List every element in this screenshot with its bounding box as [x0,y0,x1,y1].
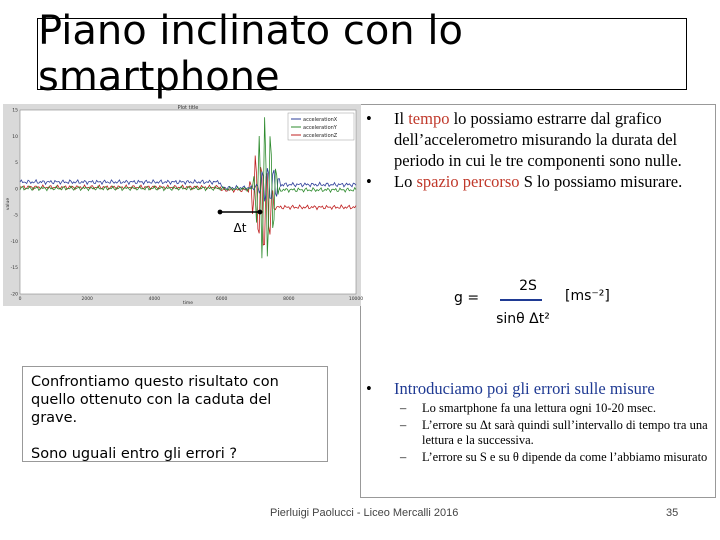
legend-label-y: accelerationY [303,125,337,131]
errors-heading-row [366,378,712,399]
legend-label-z: accelerationZ [303,133,338,139]
bullet-list [366,108,706,192]
y-tick-label: -5 [13,213,18,219]
delta-t-start-dot [218,210,223,215]
plot-ylabel: value [6,197,11,211]
plot-title: Plot title [177,105,199,111]
legend-label-x: accelerationX [303,117,338,123]
error-item-text: L’errore su S e su θ dipende da come l’abbiamo misurato [422,450,708,464]
y-tick-label: -10 [10,239,18,245]
y-tick-label: -15 [10,266,18,272]
accelerometer-plot [3,104,364,306]
y-tick-label: 10 [12,134,18,140]
error-item-text: Lo smartphone fa una lettura ogni 10-20 msec. [422,401,656,415]
bullet-text-part: Lo [394,172,417,191]
x-tick-label: 8000 [283,297,295,302]
y-tick-label: -20 [10,292,18,298]
plot-svg [3,104,364,306]
highlight-spazio: spazio percorso [416,172,520,191]
formula-lhs: g = [454,290,480,306]
y-tick-label: 0 [15,187,18,193]
errors-heading: Introduciamo poi gli errori sulle misure [394,379,655,398]
bullet-tempo [366,108,706,171]
y-tick-label: 15 [12,108,18,114]
errors-section [366,378,712,465]
plot-xlabel: time [182,301,194,306]
error-item [366,450,712,465]
error-item [366,418,712,448]
y-tick-label: 5 [15,161,18,167]
bullet-mark: • [366,379,372,398]
formula-denominator: sinθ Δt² [496,311,550,327]
x-tick-label: 4000 [148,297,161,302]
page-number: 35 [666,507,679,519]
error-item [366,401,712,416]
dash-mark: – [400,401,407,415]
title-box [37,8,687,100]
formula-g [450,276,650,336]
error-item-text: L’errore su Δt sarà quindi sull’intervallo di tempo tra una lettura e la successiva. [422,418,708,447]
bullet-text [394,171,706,192]
bullet-spazio [366,171,706,192]
delta-t-end-dot [258,210,263,215]
bullet-text [394,108,706,171]
x-tick-label: 0 [18,297,22,302]
slide-title: Piano inclinato con lo smartphone [38,8,463,100]
bullet-mark: • [366,109,372,128]
delta-t-label: Δt [233,221,247,235]
bullet-text-part: Il [394,109,409,128]
comparison-text: Confrontiamo questo risultato con quello ottenuto con la caduta del grave. [31,374,279,426]
formula-unit: [ms⁻²] [565,288,610,304]
x-tick-label: 10000 [348,297,364,302]
comparison-box [22,366,328,462]
fraction-bar [500,299,542,301]
x-tick-label: 6000 [215,297,228,302]
bullet-text-part: lo possiamo estrarre dal grafico dell’accelerometro misurando la durata del periodo in cui le tre componenti sono nulle. [394,109,682,170]
highlight-tempo: tempo [408,109,450,128]
bullet-mark: • [366,172,372,191]
footer-text: Pierluigi Paolucci - Liceo Mercalli 2016 [270,507,459,519]
x-tick-label: 2000 [81,297,93,302]
bullet-text-part: S lo possiamo misurare. [519,172,683,191]
comparison-question: Sono uguali entro gli errori ? [31,446,238,462]
dash-mark: – [400,418,407,432]
formula-numerator: 2S [519,278,537,294]
dash-mark: – [400,450,407,464]
